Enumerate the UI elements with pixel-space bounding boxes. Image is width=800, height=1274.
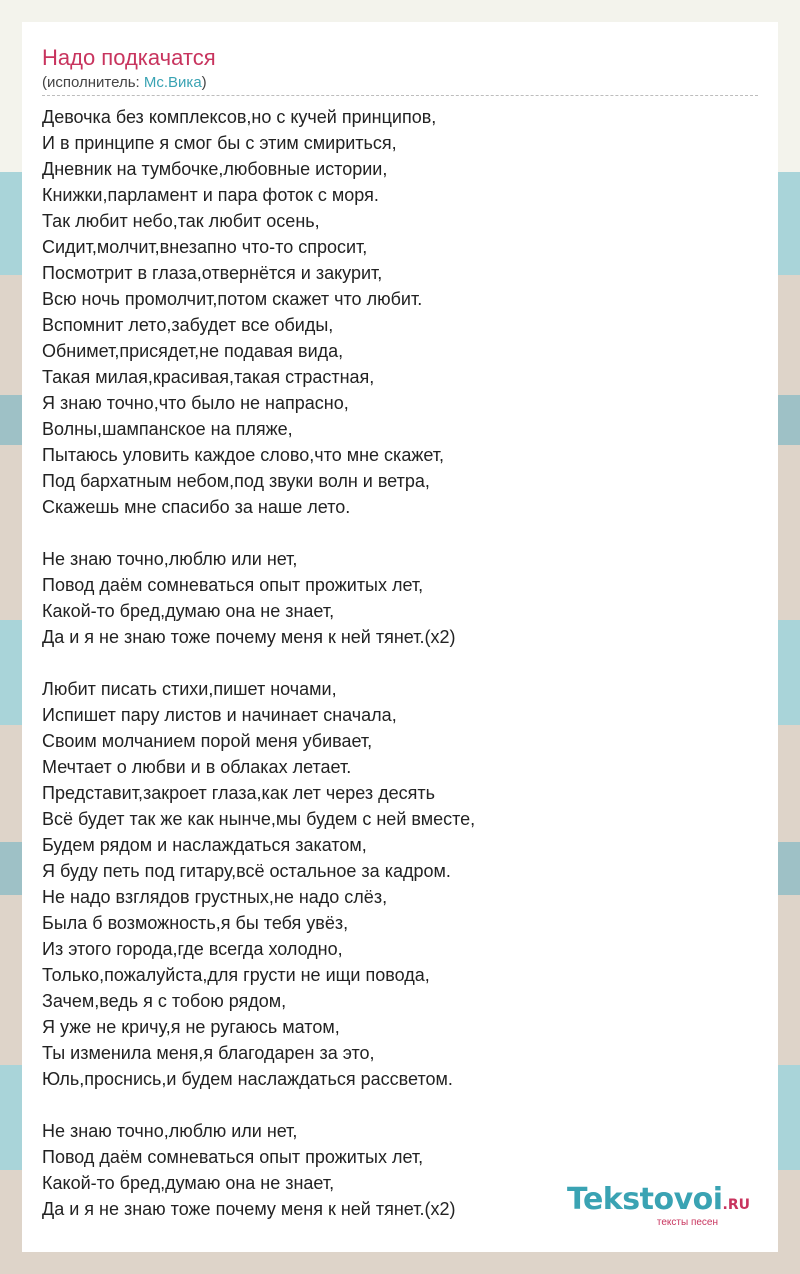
- lyric-line: Вспомнит лето,забудет все обиды,: [42, 315, 334, 335]
- lyric-line: Только,пожалуйста,для грусти не ищи повода,: [42, 965, 430, 985]
- lyric-line: Под бархатным небом,под звуки волн и ветра,: [42, 471, 430, 491]
- lyric-line: Не надо взглядов грустных,не надо слёз,: [42, 887, 388, 907]
- lyric-line: Всю ночь промолчит,потом скажет что любит.: [42, 289, 423, 309]
- lyric-line: Обнимет,присядет,не подавая вида,: [42, 341, 344, 361]
- lyric-line: Волны,шампанское на пляже,: [42, 419, 293, 439]
- lyric-line: Была б возможность,я бы тебя увёз,: [42, 913, 349, 933]
- lyric-line: Такая милая,красивая,такая страстная,: [42, 367, 375, 387]
- lyric-line: Я знаю точно,что было не напрасно,: [42, 393, 349, 413]
- logo-tld: .RU: [722, 1197, 750, 1213]
- logo-wordmark: [567, 1184, 750, 1221]
- lyric-line: Да и я не знаю тоже почему меня к ней тянет.(x2): [42, 627, 456, 647]
- artist-line: [42, 73, 207, 93]
- lyric-line: Да и я не знаю тоже почему меня к ней тянет.(x2): [42, 1199, 456, 1219]
- verse-2: [42, 676, 758, 1092]
- lyric-line: Мечтает о любви и в облаках летает.: [42, 757, 352, 777]
- lyric-line: Посмотрит в глаза,отвернётся и закурит,: [42, 263, 383, 283]
- lyric-line: Любит писать стихи,пишет ночами,: [42, 679, 337, 699]
- lyric-line: Дневник на тумбочке,любовные истории,: [42, 159, 388, 179]
- lyric-line: Какой-то бред,думаю она не знает,: [42, 1173, 335, 1193]
- lyric-line: Представит,закроет глаза,как лет через десять: [42, 783, 436, 803]
- verse-1: [42, 104, 758, 520]
- lyric-line: Какой-то бред,думаю она не знает,: [42, 601, 335, 621]
- lyrics-text: [42, 104, 758, 1222]
- lyric-line: Юль,проснись,и будем наслаждаться рассветом.: [42, 1069, 453, 1089]
- lyric-line: И в принципе я смог бы с этим смириться,: [42, 133, 397, 153]
- lyric-line: Зачем,ведь я с тобою рядом,: [42, 991, 287, 1011]
- lyric-line: Повод даём сомневаться опыт прожитых лет,: [42, 575, 424, 595]
- lyric-line: Я уже не кричу,я не ругаюсь матом,: [42, 1017, 340, 1037]
- song-title: Надо подкачатся: [42, 45, 216, 70]
- artist-prefix: (исполнитель:: [42, 74, 144, 91]
- dashed-divider: [42, 95, 758, 96]
- lyric-line: Ты изменила меня,я благодарен за это,: [42, 1043, 375, 1063]
- lyric-line: Своим молчанием порой меня убивает,: [42, 731, 373, 751]
- lyrics-card: [22, 22, 778, 1252]
- lyric-line: Из этого города,где всегда холодно,: [42, 939, 343, 959]
- artist-link[interactable]: Mc.Вика: [143, 74, 202, 91]
- logo-tagline: тексты песен: [656, 1217, 718, 1228]
- lyric-line: Скажешь мне спасибо за наше лето.: [42, 497, 351, 517]
- lyric-line: Всё будет так же как нынче,мы будем с ней вместе,: [42, 809, 476, 829]
- lyric-line: Пытаюсь уловить каждое слово,что мне скажет,: [42, 445, 445, 465]
- lyric-line: Так любит небо,так любит осень,: [42, 211, 320, 231]
- logo-name: Tekstovoi: [566, 1182, 723, 1217]
- lyric-line: Сидит,молчит,внезапно что-то спросит,: [42, 237, 368, 257]
- chorus-1: [42, 546, 758, 650]
- lyric-line: Я буду петь под гитару,всё остальное за кадром.: [42, 861, 451, 881]
- site-logo[interactable]: [567, 1184, 750, 1228]
- lyric-line: Будем рядом и наслаждаться закатом,: [42, 835, 367, 855]
- lyric-line: Девочка без комплексов,но с кучей принципов,: [42, 107, 437, 127]
- lyric-line: Повод даём сомневаться опыт прожитых лет,: [42, 1147, 424, 1167]
- stanza-gap: [42, 1092, 758, 1118]
- lyric-line: Не знаю точно,люблю или нет,: [42, 1121, 298, 1141]
- artist-suffix: ): [201, 74, 207, 91]
- stanza-gap: [42, 650, 758, 676]
- lyric-line: Не знаю точно,люблю или нет,: [42, 549, 298, 569]
- stanza-gap: [42, 520, 758, 546]
- lyric-line: Книжки,парламент и пара фоток с моря.: [42, 185, 379, 205]
- lyric-line: Испишет пару листов и начинает сначала,: [42, 705, 397, 725]
